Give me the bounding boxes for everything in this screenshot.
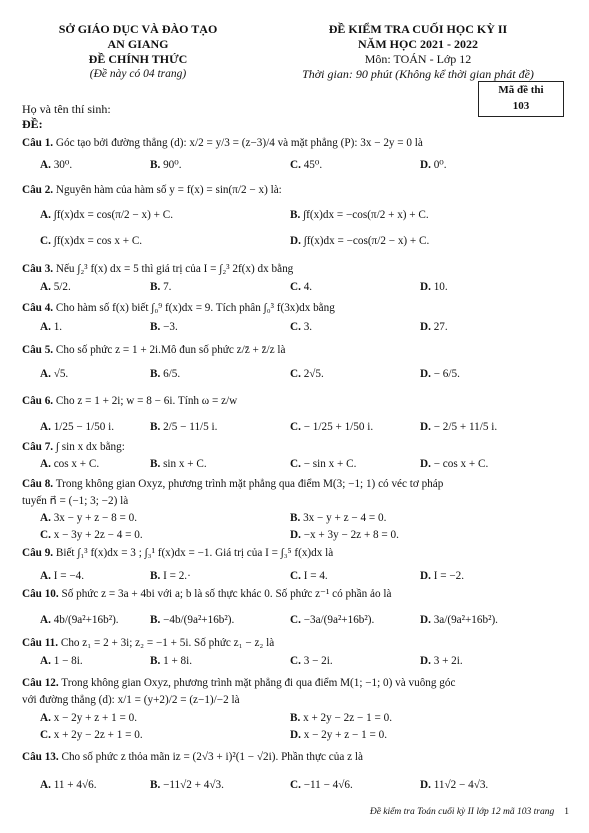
option-text: − 6/5. xyxy=(433,368,460,380)
question-text: Cho số phức z thỏa mãn iz = (2√3 + i)²(1 − √2i). Phần thực của z là xyxy=(58,751,363,763)
question-4-option-d xyxy=(420,322,448,333)
header-right xyxy=(268,22,568,82)
question-4-option-a xyxy=(40,322,62,333)
question-6-option-c xyxy=(290,422,373,433)
question-label: Câu 10. xyxy=(22,588,59,600)
question-10-option-a xyxy=(40,615,119,626)
question-8-option-c xyxy=(40,530,143,541)
option-text: 3 − 2i. xyxy=(303,655,333,667)
question-13-option-a xyxy=(40,780,97,791)
question-12-stem xyxy=(22,678,455,689)
question-9-stem xyxy=(22,548,333,559)
option-text: ∫f(x)dx = −cos(π/2 + x) + C. xyxy=(303,209,429,221)
question-3-option-b xyxy=(150,282,171,293)
question-text: Nếu ∫₂³ f(x) dx = 5 thì giá trị của I = ∫₂³ 2f(x) dx bằng xyxy=(53,263,294,275)
option-letter: A. xyxy=(40,321,51,333)
option-text: 4. xyxy=(303,281,313,293)
student-name-label: Họ và tên thí sinh: xyxy=(22,102,111,116)
question-12-option-b xyxy=(290,713,392,724)
question-13-option-d xyxy=(420,780,488,791)
option-letter: D. xyxy=(420,368,431,380)
question-1-option-c xyxy=(290,160,322,171)
question-5-option-c xyxy=(290,369,324,380)
option-text: I = 4. xyxy=(303,570,328,582)
option-text: 1 − 8i. xyxy=(53,655,83,667)
exam-code-box xyxy=(478,81,564,117)
option-letter: A. xyxy=(40,209,51,221)
question-11-option-a xyxy=(40,656,83,667)
option-text: 1/25 − 1/50 i. xyxy=(53,421,115,433)
question-7-option-c xyxy=(290,459,356,470)
option-letter: B. xyxy=(290,512,301,524)
option-letter: B. xyxy=(290,209,301,221)
option-letter: A. xyxy=(40,614,51,626)
question-text: Cho z₁ = 2 + 3i; z₂ = −1 + 5i. Số phức z₁ − z₂ là xyxy=(58,637,275,649)
option-letter: B. xyxy=(150,779,161,791)
question-6-option-b xyxy=(150,422,217,433)
option-letter: D. xyxy=(420,779,431,791)
option-letter: A. xyxy=(40,779,51,791)
option-text: − 1/25 + 1/50 i. xyxy=(303,421,374,433)
question-6-option-a xyxy=(40,422,114,433)
option-text: 90⁰. xyxy=(163,159,182,171)
option-text: x − 2y + z + 1 = 0. xyxy=(53,712,138,724)
question-2-option-b xyxy=(290,210,429,221)
question-11-option-c xyxy=(290,656,333,667)
option-letter: C. xyxy=(40,529,51,541)
question-label: Câu 7. xyxy=(22,441,54,453)
header-left xyxy=(22,22,254,82)
option-letter: D. xyxy=(420,421,431,433)
option-text: 4b/(9a²+16b²). xyxy=(53,614,119,626)
question-9-option-d xyxy=(420,571,464,582)
page-count-note: (Đề này có 04 trang) xyxy=(89,68,187,80)
question-3-option-c xyxy=(290,282,312,293)
question-text: Số phức z = 3a + 4bi với a; b là số thực khác 0. Số phức z⁻¹ có phần ảo là xyxy=(58,588,392,600)
option-text: −11√2 + 4√3. xyxy=(163,779,224,791)
option-letter: B. xyxy=(150,614,161,626)
question-1-stem xyxy=(22,138,423,149)
question-text: Cho số phức z = 1 + 2i.Mô đun số phức z/z̄ + z̄/z là xyxy=(53,344,286,356)
question-text: Trong không gian Oxyz, phương trình mặt phẳng đi qua điểm M(1; −1; 0) và vuông góc xyxy=(58,677,456,689)
option-text: 3. xyxy=(303,321,313,333)
question-10-option-b xyxy=(150,615,234,626)
option-letter: B. xyxy=(150,159,161,171)
option-text: I = 2.· xyxy=(163,570,191,582)
option-letter: C. xyxy=(290,779,301,791)
question-4-option-b xyxy=(150,322,178,333)
option-text: sin x + C. xyxy=(163,458,207,470)
option-letter: B. xyxy=(150,281,161,293)
question-text: Trong không gian Oxyz, phương trình mặt phẳng qua điểm M(3; −1; 1) có véc tơ pháp xyxy=(53,478,444,490)
question-5-option-a xyxy=(40,369,68,380)
option-text: √5. xyxy=(53,368,69,380)
question-text: Góc tạo bởi đường thẳng (d): x/2 = y/3 = (z−3)/4 và mặt phẳng (P): 3x − 2y = 0 là xyxy=(53,137,423,149)
option-letter: D. xyxy=(290,729,301,741)
question-7-option-a xyxy=(40,459,99,470)
option-text: − sin x + C. xyxy=(303,458,357,470)
question-13-stem xyxy=(22,752,363,763)
option-text: 30⁰. xyxy=(53,159,73,171)
option-text: I = −4. xyxy=(53,570,85,582)
option-text: − cos x + C. xyxy=(433,458,489,470)
question-label: Câu 4. xyxy=(22,302,54,314)
option-letter: A. xyxy=(40,281,51,293)
option-letter: A. xyxy=(40,512,51,524)
option-text: 2√5. xyxy=(303,368,324,380)
question-3-option-d xyxy=(420,282,448,293)
question-1-option-d xyxy=(420,160,447,171)
question-8-option-b xyxy=(290,513,386,524)
question-6-stem xyxy=(22,396,237,407)
question-text: ∫ sin x dx bằng: xyxy=(53,441,125,453)
question-12-option-d xyxy=(290,730,387,741)
question-7-stem xyxy=(22,442,125,453)
option-text: 0⁰. xyxy=(433,159,447,171)
option-letter: B. xyxy=(150,421,161,433)
question-text-continued: với đường thẳng (d): x/1 = (y+2)/2 = (z−1)/−2 là xyxy=(22,694,240,706)
page-footer xyxy=(370,808,569,818)
option-text: 1. xyxy=(53,321,63,333)
question-text: Nguyên hàm của hàm số y = f(x) = sin(π/2 − x) là: xyxy=(53,184,282,196)
option-text: −4b/(9a²+16b²). xyxy=(163,614,235,626)
option-text: x − 3y + 2z − 4 = 0. xyxy=(53,529,143,541)
question-label: Câu 12. xyxy=(22,677,59,689)
question-text: Cho hàm số f(x) biết ∫₀⁹ f(x)dx = 9. Tích phân ∫₀³ f(3x)dx bằng xyxy=(53,302,335,314)
section-label: ĐỀ: xyxy=(22,117,43,131)
option-letter: C. xyxy=(290,281,301,293)
option-letter: C. xyxy=(290,614,301,626)
option-letter: C. xyxy=(290,368,301,380)
option-letter: A. xyxy=(40,159,51,171)
option-letter: B. xyxy=(150,321,161,333)
footer-text: Đề kiểm tra Toán cuối kỳ II lớp 12 mã 103 trang xyxy=(369,807,555,817)
question-4-option-c xyxy=(290,322,312,333)
question-12-option-a xyxy=(40,713,137,724)
option-text: −11 − 4√6. xyxy=(303,779,353,791)
question-text-continued: tuyến n⃗ = (−1; 3; −2) là xyxy=(22,495,129,507)
question-8-option-a xyxy=(40,513,137,524)
question-9-option-b xyxy=(150,571,191,582)
question-1-option-b xyxy=(150,160,182,171)
option-text: 3x − y + z − 8 = 0. xyxy=(53,512,138,524)
option-letter: C. xyxy=(290,321,301,333)
option-letter: A. xyxy=(40,570,51,582)
option-text: 27. xyxy=(433,321,448,333)
question-label: Câu 9. xyxy=(22,547,54,559)
option-letter: D. xyxy=(420,570,431,582)
question-11-stem xyxy=(22,638,274,649)
question-9-option-c xyxy=(290,571,328,582)
option-text: 10. xyxy=(433,281,448,293)
option-letter: C. xyxy=(40,729,51,741)
question-label: Câu 3. xyxy=(22,263,54,275)
option-letter: D. xyxy=(420,159,431,171)
question-label: Câu 5. xyxy=(22,344,54,356)
option-letter: A. xyxy=(40,655,51,667)
question-4-stem xyxy=(22,303,335,314)
question-7-option-b xyxy=(150,459,207,470)
school-year: NĂM HỌC 2021 - 2022 xyxy=(358,37,478,51)
option-text: ∫f(x)dx = cos x + C. xyxy=(53,235,143,247)
department-name: SỞ GIÁO DỤC VÀ ĐÀO TẠO xyxy=(58,22,218,36)
question-8-stem xyxy=(22,479,443,490)
question-13-option-c xyxy=(290,780,353,791)
option-text: cos x + C. xyxy=(53,458,100,470)
subject-line: Môn: TOÁN - Lớp 12 xyxy=(364,52,472,66)
option-text: 2/5 − 11/5 i. xyxy=(163,421,218,433)
option-text: x + 2y − 2z − 1 = 0. xyxy=(303,712,392,724)
option-letter: D. xyxy=(290,235,301,247)
option-letter: B. xyxy=(150,368,161,380)
option-text: 5/2. xyxy=(53,281,71,293)
option-text: 45⁰. xyxy=(303,159,323,171)
option-letter: B. xyxy=(150,655,161,667)
question-13-option-b xyxy=(150,780,224,791)
question-2-option-c xyxy=(40,236,142,247)
question-11-option-b xyxy=(150,656,192,667)
question-2-stem xyxy=(22,185,282,196)
option-letter: A. xyxy=(40,421,51,433)
option-text: 3 + 2i. xyxy=(433,655,463,667)
option-letter: C. xyxy=(290,655,301,667)
option-text: −x + 3y − 2z + 8 = 0. xyxy=(303,529,399,541)
option-letter: D. xyxy=(420,655,431,667)
option-letter: C. xyxy=(40,235,51,247)
option-letter: A. xyxy=(40,712,51,724)
question-10-option-d xyxy=(420,615,498,626)
option-letter: B. xyxy=(150,570,161,582)
question-label: Câu 11. xyxy=(22,637,59,649)
question-3-stem xyxy=(22,264,293,275)
question-7-option-d xyxy=(420,459,488,470)
question-label: Câu 2. xyxy=(22,184,54,196)
option-letter: C. xyxy=(290,570,301,582)
question-label: Câu 6. xyxy=(22,395,54,407)
question-8-option-d xyxy=(290,530,399,541)
option-text: ∫f(x)dx = cos(π/2 − x) + C. xyxy=(53,209,173,221)
option-text: x + 2y − 2z + 1 = 0. xyxy=(53,729,143,741)
option-letter: A. xyxy=(40,458,51,470)
question-text: Biết ∫₁³ f(x)dx = 3 ; ∫₃¹ f(x)dx = −1. Giá trị của I = ∫₃⁵ f(x)dx là xyxy=(53,547,334,559)
page-number: 1 xyxy=(564,807,569,817)
option-letter: D. xyxy=(420,321,431,333)
question-text: Cho z = 1 + 2i; w = 8 − 6i. Tính ω = z/w xyxy=(53,395,238,407)
question-10-stem xyxy=(22,589,391,600)
question-10-option-c xyxy=(290,615,374,626)
option-text: 3x − y + z − 4 = 0. xyxy=(303,512,387,524)
question-label: Câu 1. xyxy=(22,137,54,149)
option-letter: D. xyxy=(420,614,431,626)
option-text: ∫f(x)dx = −cos(π/2 − x) + C. xyxy=(303,235,430,247)
option-letter: B. xyxy=(290,712,301,724)
option-letter: A. xyxy=(40,368,51,380)
option-text: 3a/(9a²+16b²). xyxy=(433,614,498,626)
question-9-option-a xyxy=(40,571,84,582)
option-text: I = −2. xyxy=(433,570,465,582)
option-text: x − 2y + z − 1 = 0. xyxy=(303,729,388,741)
question-11-option-d xyxy=(420,656,463,667)
question-1-option-a xyxy=(40,160,72,171)
option-text: 7. xyxy=(163,281,172,293)
exam-code-label: Mã đề thi xyxy=(498,84,544,96)
exam-code-value: 103 xyxy=(512,100,530,112)
option-text: − 2/5 + 11/5 i. xyxy=(433,421,498,433)
option-letter: C. xyxy=(290,421,301,433)
question-5-option-b xyxy=(150,369,180,380)
option-text: 1 + 8i. xyxy=(163,655,193,667)
option-text: −3a/(9a²+16b²). xyxy=(303,614,375,626)
province-name: AN GIANG xyxy=(107,37,169,51)
question-6-option-d xyxy=(420,422,497,433)
question-label: Câu 13. xyxy=(22,751,59,763)
option-letter: D. xyxy=(420,281,431,293)
question-2-option-d xyxy=(290,236,429,247)
question-2-option-a xyxy=(40,210,173,221)
time-line: Thời gian: 90 phút (Không kể thời gian phát đề) xyxy=(302,67,534,81)
option-text: 11 + 4√6. xyxy=(53,779,97,791)
option-letter: D. xyxy=(290,529,301,541)
question-12-option-c xyxy=(40,730,143,741)
option-letter: C. xyxy=(290,458,301,470)
question-5-option-d xyxy=(420,369,460,380)
option-letter: C. xyxy=(290,159,301,171)
option-text: 11√2 − 4√3. xyxy=(433,779,489,791)
question-3-option-a xyxy=(40,282,71,293)
option-letter: D. xyxy=(420,458,431,470)
option-letter: B. xyxy=(150,458,161,470)
option-text: 6/5. xyxy=(163,368,181,380)
question-label: Câu 8. xyxy=(22,478,54,490)
question-5-stem xyxy=(22,345,286,356)
exam-title: ĐỀ KIỂM TRA CUỐI HỌC KỲ II xyxy=(328,22,508,36)
option-text: −3. xyxy=(163,321,178,333)
official-label: ĐỀ CHÍNH THỨC xyxy=(88,52,188,66)
